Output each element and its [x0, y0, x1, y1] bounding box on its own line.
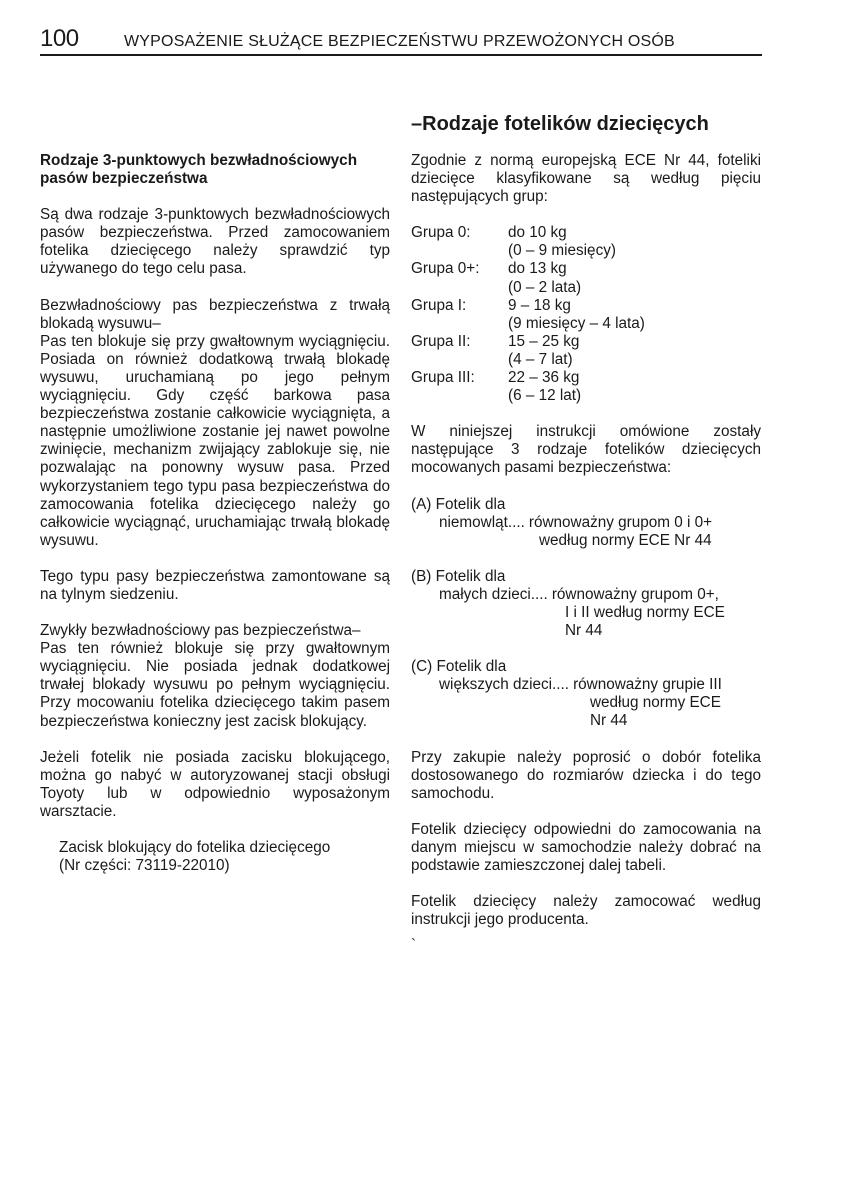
paragraph-mounting: Fotelik dziecięcy należy zamocować według instrukcji jego producenta. — [411, 893, 761, 929]
group-list — [411, 224, 761, 405]
group-item — [411, 369, 761, 405]
group-age: (0 – 9 miesięcy) — [508, 242, 616, 260]
seat-type-norm-number: Nr 44 — [590, 712, 628, 730]
paragraph-rear-seat: Tego typu pasy bezpieczeństwa zamontowane są na tylnym siedzeniu. — [40, 567, 390, 603]
seat-type-norm: według normy ECE — [590, 694, 721, 712]
paragraph-locking-title: Bezwładnościowy pas bezpieczeństwa z trwałą blokadą wysuwu– — [40, 296, 390, 332]
group-item — [411, 333, 761, 369]
paragraph-purchase: Przy zakupie należy poprosić o dobór fotelika dostosowanego do rozmiarów dziecka i do tego samochodu. — [411, 748, 761, 802]
page-number: 100 — [40, 25, 79, 52]
left-column — [40, 152, 390, 875]
group-item — [411, 297, 761, 333]
paragraph-intro: Zgodnie z normą europejską ECE Nr 44, foteliki dziecięce klasyfikowane są według pięciu następujących grup: — [411, 152, 761, 206]
seat-type-norm: I i II według normy ECE — [565, 603, 725, 621]
paragraph-belt-types: Są dwa rodzaje 3-punktowych bezwładnościowych pasów bezpieczeństwa. Przed zamocowaniem fotelika dziecięcego należy sprawdzić typ używanego do tego celu pasa. — [40, 206, 390, 278]
group-label: Grupa 0: — [411, 224, 471, 242]
group-weight: 15 – 25 kg — [508, 332, 580, 350]
seat-type-b — [411, 568, 761, 640]
group-item — [411, 224, 761, 260]
right-column — [411, 112, 761, 955]
seat-type-equivalence: równoważny grupom 0+, — [551, 585, 719, 603]
group-age: (6 – 12 lat) — [508, 387, 582, 405]
group-age: (0 – 2 lata) — [508, 278, 582, 296]
seat-type-norm-number: Nr 44 — [565, 622, 603, 640]
chapter-title: WYPOSAŻENIE SŁUŻĄCE BEZPIECZEŃSTWU PRZEWOŻONYCH OSÓB — [124, 33, 675, 50]
group-weight: do 10 kg — [508, 224, 567, 242]
page-header — [40, 26, 762, 56]
seat-type-c — [411, 658, 761, 730]
group-age: (4 – 7 lat) — [508, 350, 573, 368]
paragraph-buy-clip: Jeżeli fotelik nie posiada zacisku blokującego, można go nabyć w autoryzowanej stacji obsługi Toyoty lub w odpowiednio wyposażonym warsztacie. — [40, 748, 390, 820]
seat-type-equivalence: równoważny grupom 0 i 0+ — [528, 513, 713, 531]
paragraph-locking-body: Pas ten blokuje się przy gwałtownym wyciągnięciu. Posiada on również dodatkową trwałą blokadę wysuwu, uruchamianą po jego pełnym wyciągnięciu. Gdy część barkowa pasa bezpieczeństwa zostanie całkowicie wyciągnięta, a następnie umożliwione zostanie jej nawet powolne zwinięcie, mechanizm zwijający zablokuje się, nie pozwalając na ponowny wysuw pasa. Przed wykorzystaniem tego typu pasa bezpieczeństwa do zamocowania fotelika dziecięcego należy go całkowicie wyciągnąć, uruchamiając trwałą blokadę wysuwu. — [40, 332, 390, 549]
seat-type-head: (B) Fotelik dla — [411, 567, 506, 585]
paragraph-standard-title: Zwykły bezwładnościowy pas bezpieczeństwa– — [40, 622, 361, 640]
group-weight: 9 – 18 kg — [508, 296, 571, 314]
group-label: Grupa I: — [411, 296, 467, 314]
paragraph-table-ref: Fotelik dziecięcy odpowiedni do zamocowania na danym miejscu w samochodzie należy dobrać na podstawie zamieszczonej dalej tabeli. — [411, 820, 761, 874]
seat-type-equivalence: równoważny grupie III — [573, 676, 722, 694]
seat-type-norm: według normy ECE Nr 44 — [539, 531, 712, 549]
stray-mark: ` — [411, 937, 417, 955]
seat-type-sub: niemowląt.... — [439, 513, 525, 531]
part-number: (Nr części: 73119-22010) — [59, 857, 230, 875]
seat-type-sub: większych dzieci.... — [439, 676, 570, 694]
group-label: Grupa II: — [411, 332, 471, 350]
part-name: Zacisk blokujący do fotelika dziecięcego — [59, 839, 331, 856]
group-item — [411, 260, 761, 296]
section-heading: Rodzaje 3-punktowych bezwładnościowych pasów bezpieczeństwa — [40, 152, 358, 188]
group-label: Grupa 0+: — [411, 260, 480, 278]
seat-type-head: (C) Fotelik dla — [411, 658, 507, 676]
group-weight: do 13 kg — [508, 260, 567, 278]
seat-type-sub: małych dzieci.... — [439, 585, 548, 603]
seat-type-head: (A) Fotelik dla — [411, 495, 506, 513]
paragraph-standard-body: Pas ten również blokuje się przy gwałtownym wyciągnięciu. Nie posiada jednak dodatkowej trwałej blokady wysuwu po pełnym wyciągnięciu. Przy mocowaniu fotelika dziecięcego takim pasem bezpieczeństwa konieczny jest zacisk blokujący. — [40, 640, 390, 730]
seat-types-title: –Rodzaje fotelików dziecięcych — [411, 113, 709, 135]
group-weight: 22 – 36 kg — [508, 369, 580, 387]
seat-type-a — [411, 496, 761, 550]
part-number-note — [40, 839, 390, 875]
paragraph-seat-types: W niniejszej instrukcji omówione zostały następujące 3 rodzaje fotelików dziecięcych mocowanych pasami bezpieczeństwa: — [411, 423, 761, 477]
group-label: Grupa III: — [411, 369, 475, 387]
group-age: (9 miesięcy – 4 lata) — [508, 314, 645, 332]
